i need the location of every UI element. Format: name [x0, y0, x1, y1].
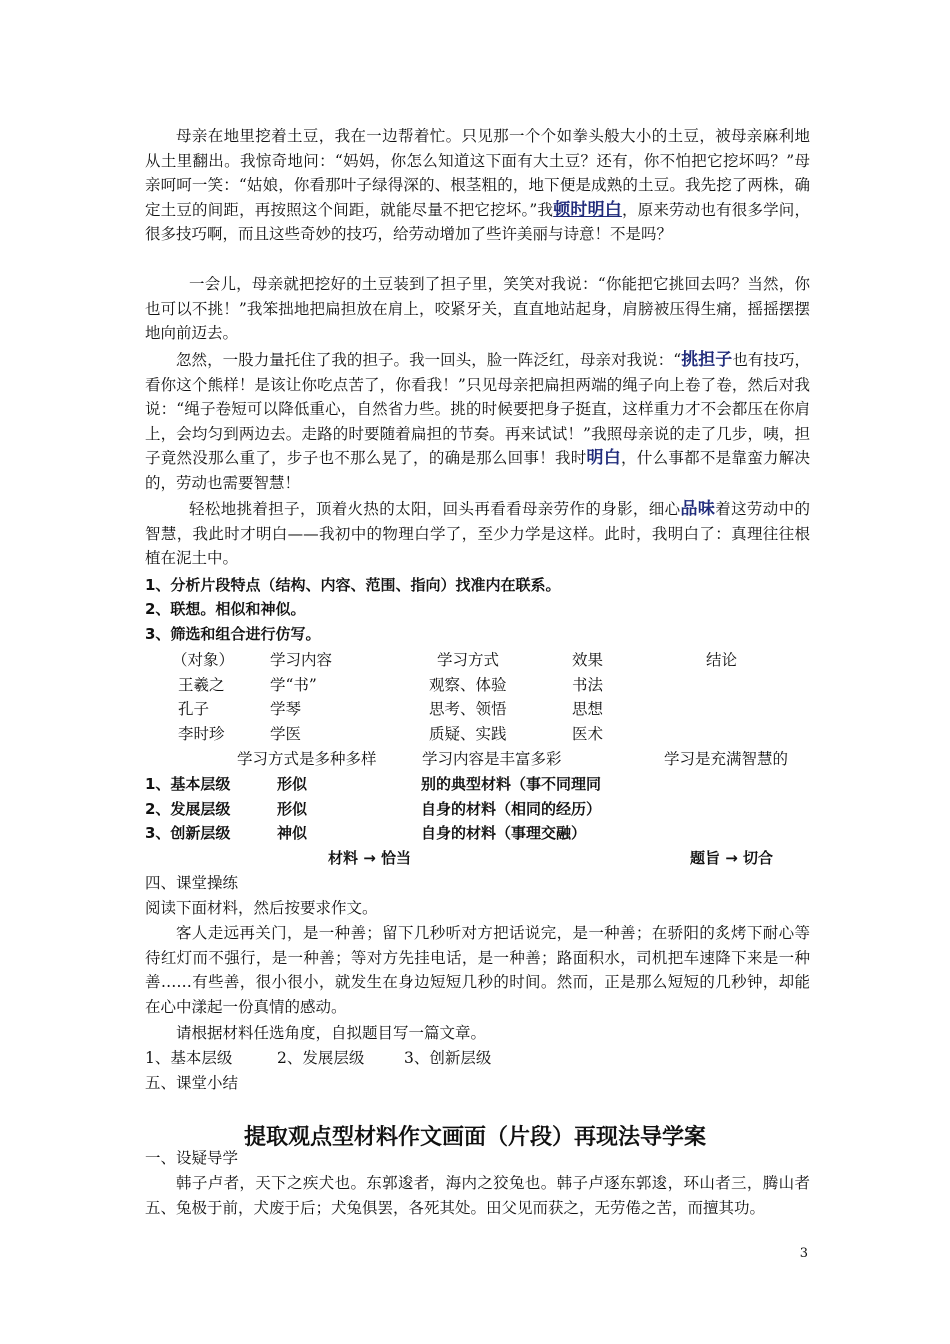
rule-theme: 题旨 → 切合 [690, 849, 774, 867]
paragraph-3 [145, 348, 810, 496]
table-cell: 李时珍 [178, 725, 225, 743]
level-material: 自身的材料（相同的经历） [421, 800, 602, 818]
paragraph-1-text: 母亲在地里挖着土豆，我在一边帮着忙。只见那一个个如拳头般大小的土豆，被母亲麻利地从土里翻出。我惊奇地问：“妈妈，你怎么知道这下面有大土豆？还有，你不怕把它挖坏吗？”母亲呵呵一笑：“姑娘，你看那叶子绿得深的、根茎粗的，地下便是成熟的土豆。我先挖了两株，确定土豆的间距，再按照这个间距，就能尽量不把它挖坏。”我 [145, 127, 810, 219]
table-cell: 学琴 [270, 700, 302, 718]
level-material: 别的典型材料（事不同理同 [421, 775, 602, 793]
highlight-dunshi-mingbai: 顿时明白 [553, 199, 622, 220]
table-header-object: （对象） [172, 651, 235, 669]
table-cell: 学医 [270, 725, 302, 743]
level-type: 形似 [277, 775, 308, 793]
paragraph-2-text: 一会儿，母亲就把挖好的土豆装到了担子里，笑笑对我说：“你能把它挑回去吗？当然，你也可以不挑！”我笨拙地把扁担放在肩上，咬紧牙关，直直地站起身，肩膀被压得生痛，摇摇摆摆地向前迈去。 [145, 275, 810, 343]
document-title: 提取观点型材料作文画面（片段）再现法导学案 [243, 1125, 706, 1150]
section-4-heading: 四、课堂操练 [145, 874, 239, 892]
level-label: 3、创新层级 [145, 824, 231, 842]
rule-material: 材料 → 恰当 [328, 849, 412, 867]
table-header-content: 学习内容 [270, 651, 333, 669]
paragraph-3-text-end: ，什么事都不是靠蛮力解决的，劳动也需要智慧！ [145, 449, 810, 492]
level-label: 2、发展层级 [145, 800, 231, 818]
section-4-task: 请根据材料任选角度，自拟题目写一篇文章。 [176, 1024, 487, 1042]
section-4-material-text: 客人走远再关门，是一种善；留下几秒听对方把话说完，是一种善；在骄阳的炙烤下耐心等待红灯而不强行，是一种善；等对方先挂电话，是一种善；路面积水，司机把车速降下来是一种善……有些善，很小很小，就发生在身边短短几秒的时间。然而，正是那么短短的几秒钟，却能在心中漾起一份真情的感动。 [145, 924, 810, 1016]
paragraph-4 [145, 497, 810, 571]
step-3: 3、筛选和组合进行仿写。 [145, 625, 321, 643]
paragraph-2 [145, 272, 810, 346]
table-header-effect: 效果 [572, 651, 604, 669]
task-level-2: 2、发展层级 [277, 1049, 365, 1067]
table-summary-content: 学习内容是丰富多彩 [422, 750, 562, 768]
level-type: 神似 [277, 824, 308, 842]
paragraph-4-text: 轻松地挑着担子，顶着火热的太阳，回头再看看母亲劳作的身影，细心 [189, 500, 681, 518]
task-level-3: 3、创新层级 [404, 1049, 492, 1067]
section-1-heading: 一、设疑导学 [145, 1149, 239, 1167]
table-cell: 质疑、实践 [429, 725, 507, 743]
highlight-pinwei: 品味 [680, 499, 716, 519]
table-cell: 思考、领悟 [429, 700, 507, 718]
section-4-instruction: 阅读下面材料，然后按要求作文。 [145, 899, 378, 917]
table-cell: 孔子 [178, 700, 210, 718]
paragraph-3-text-mid: 也有技巧，看你这个熊样！是该让你吃点苦了，你看我！”只见母亲把扁担两端的绳子向上卷了卷，然后对我说：“绳子卷短可以降低重心，自然省力些。挑的时候要把身子挺直，这样重力才不会都压在你肩上，会均匀到两边去。走路的时要随着扁担的节奏。再来试试！”我照母亲说的走了几步，咦，担子竟然没那么重了，步子也不那么晃了，的确是那么回事！我时 [145, 351, 810, 468]
paragraph-1-text-end: ，原来劳动也有很多学问，很多技巧啊，而且这些奇妙的技巧，给劳动增加了些许美丽与诗意！不是吗？ [145, 200, 810, 244]
task-level-1: 1、基本层级 [145, 1049, 233, 1067]
level-type: 形似 [277, 800, 308, 818]
step-2: 2、联想。相似和神似。 [145, 600, 306, 618]
section-4-material [145, 921, 810, 1019]
paragraph-3-text: 忽然，一股力量托住了我的担子。我一回头，脸一阵泛红，母亲对我说：“ [176, 351, 682, 369]
table-header-conclusion: 结论 [706, 651, 738, 669]
table-header-method: 学习方式 [437, 651, 500, 669]
highlight-tiaodanzi: 挑担子 [681, 350, 733, 370]
level-material: 自身的材料（事理交融） [421, 824, 587, 842]
table-summary-conclusion: 学习是充满智慧的 [664, 750, 789, 768]
paragraph-4-text-end: 着这劳动中的智慧，我此时才明白——我初中的物理白学了，至少力学是这样。此时，我明白了：真理往往根植在泥土中。 [145, 500, 810, 568]
section-5-heading: 五、课堂小结 [145, 1074, 239, 1092]
level-label: 1、基本层级 [145, 775, 231, 793]
section-1-text [145, 1171, 810, 1220]
table-cell: 观察、体验 [429, 676, 507, 694]
table-cell: 学“书” [270, 676, 317, 694]
table-cell: 医术 [572, 725, 604, 743]
paragraph-1 [145, 124, 810, 247]
page-number: 3 [799, 1246, 808, 1261]
step-1: 1、分析片段特点（结构、内容、范围、指向）找准内在联系。 [145, 576, 561, 594]
table-cell: 王羲之 [178, 676, 225, 694]
section-1-text-body: 韩子卢者，天下之疾犬也。东郭逡者，海内之狡兔也。韩子卢逐东郭逡，环山者三，腾山者五、兔极于前，犬废于后；犬兔俱罢，各死其处。田父见而获之，无劳倦之苦，而擅其功。 [145, 1174, 810, 1217]
highlight-mingbai: 明白 [586, 448, 622, 469]
table-summary-method: 学习方式是多种多样 [237, 750, 377, 768]
table-cell: 书法 [572, 676, 604, 694]
table-cell: 思想 [572, 700, 604, 718]
